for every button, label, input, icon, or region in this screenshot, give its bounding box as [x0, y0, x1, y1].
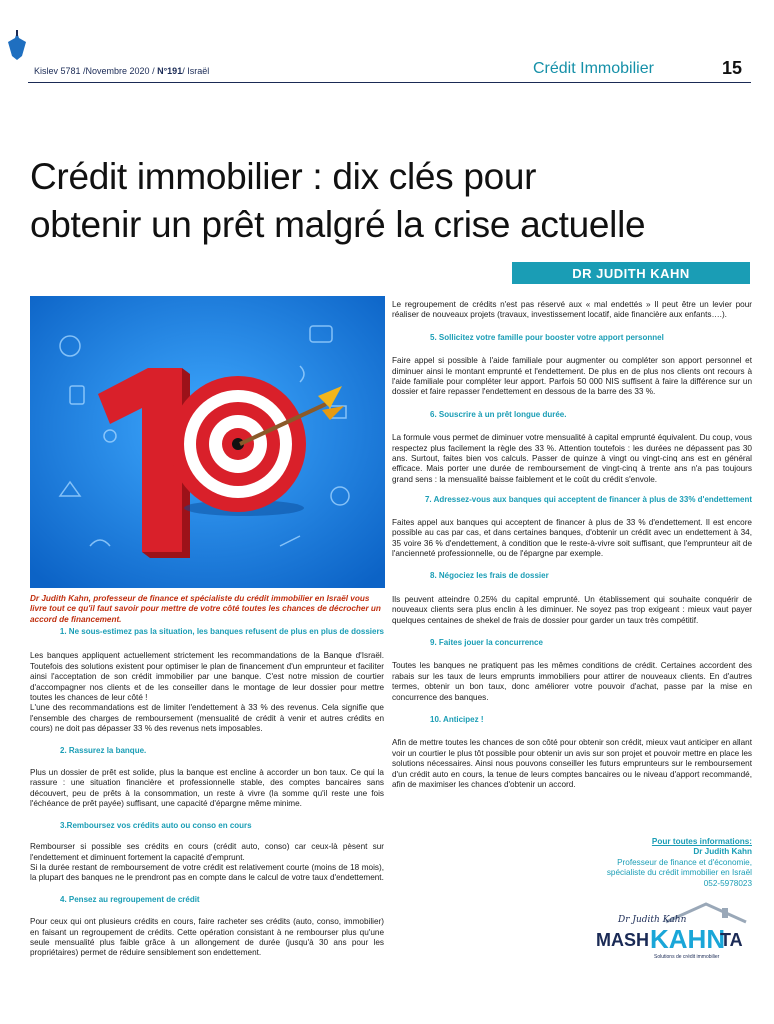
paragraph-1b: L'une des recommandations est de limiter l'endettement à 33 % des revenus. Cela signifie que l'ensemble des charges de remboursement (mensualité de crédit à venir et autres crédits en cours) ne doit pas dépasser 33 % des revenus nets imposables.: [30, 703, 384, 734]
issue-prefix: Kislev 5781 /Novembre 2020 /: [34, 66, 158, 76]
brand-ta: TA: [720, 930, 743, 950]
paragraph-2: Plus un dossier de prêt est solide, plus la banque est encline à accorder un bon taux. Ce qui la rassure : une situation financière et professionnelle stable, des comptes bancaires sans découvert, peu de prêts à la consommation, un reste à vivre (la somme qu'il reste une fois l'échéance de prêt payée) suffisant, une capacité d'épargne même minime.: [30, 768, 384, 809]
paragraph-7: Faites appel aux banques qui acceptent de financer à plus de 33 % d'endettement. Il est encore possible au cas par cas, et dans certaines banques, d'obtenir un crédit avec un endettement à 34, 35 voire 36 % d'endettement, à condition que le reste-à-vivre soit suffisant, que l'emprunteur ait de l'ancienneté professionnelle, ou de l'épargne par exemple.: [392, 517, 752, 558]
issue-number: N°191: [157, 66, 183, 76]
heading-9: 9. Faites jouer la concurrence: [430, 637, 543, 647]
mashkahnta-logo: [596, 902, 756, 964]
section-title: Crédit Immobilier: [533, 60, 654, 77]
heading-7: 7. Adressez-vous aux banques qui acceptent de financer à plus de 33% d'endettement: [424, 495, 752, 505]
heading-5: 5. Sollicitez votre famille pour booster votre apport personnel: [430, 332, 664, 342]
header-rule: [28, 82, 751, 83]
paragraph-1a: Les banques appliquent actuellement strictement les recommandations de la Banque d'Israël. Toutefois des solutions existent pour optimiser le plan de financement d'un emprunteur et faciliter ainsi l'acceptation de son crédit immobilier par une banque. C'est notre mission de courtier d'accompagner nos clients et de les conseiller dans le montage de leur dossier pour mettre toutes les chances de leur côté !: [30, 651, 384, 703]
paragraph-3b: Si la durée restant de remboursement de votre crédit est relativement courte (moins de 18 mois), la plupart des banques ne le prendront pas en compte dans le calcul de votre taux d'endettement.: [30, 862, 384, 883]
paragraph-9: Toutes les banques ne pratiquent pas les mêmes conditions de crédit. Certaines accordent des rabais sur les taux de leurs emprunts immobiliers pour attirer de nouveaux clients. En d'autres termes, obtenir un bon taux, donc améliorer votre pouvoir d'achat, passe par la mise en concurrence des banques.: [392, 661, 752, 702]
heading-10: 10. Anticipez !: [430, 714, 484, 724]
page-number: 15: [722, 58, 743, 78]
dreidel-icon: [4, 30, 30, 64]
heading-4: 4. Pensez au regroupement de crédit: [60, 894, 200, 904]
paragraph-5: Faire appel si possible à l'aide familiale pour augmenter ou compléter son apport personnel et diminuer ainsi le montant emprunté et l'endettement. De plus en de plus nos clients ont recours à l'aide familiale pour compléter leur apport. Parfois 50 000 NIS suffisent à faire la différence sur un dossier et faire repasser l'endettement en dessous de la barre des 33 %.: [392, 356, 752, 397]
hero-illustration: [30, 296, 385, 588]
contact-role-2: spécialiste du crédit immobilier en Israël: [606, 868, 752, 878]
left-column: [30, 627, 384, 959]
title-line-2: obtenir un prêt malgré la crise actuelle: [30, 204, 646, 245]
article-lead: Dr Judith Kahn, professeur de finance et spécialiste du crédit immobilier en Israël vous livre tout ce qu'il faut savoir pour mettre de votre côté toutes les chances de décrocher un accord de financement.: [30, 594, 381, 624]
heading-3: 3.Remboursez vos crédits auto ou conso en cours: [60, 820, 252, 830]
contact-phone: 052-5978023: [703, 878, 752, 888]
author-bar: DR JUDITH KAHN: [512, 262, 750, 284]
contact-name: Dr Judith Kahn: [693, 847, 752, 857]
heading-2: 2. Rassurez la banque.: [60, 745, 147, 755]
issue-line: [34, 66, 209, 76]
paragraph-6: La formule vous permet de diminuer votre mensualité à capital emprunté équivalent. Du coup, vous respectez plus facilement la règle des 33 %. Attention toutefois : les durées ne dépassent pas 30 ans. Surtout, faites bien vos calculs. Passer de quinze à vingt ou vingt-cinq ans est en général efficace. Mais porter une durée de remboursement de vingt-cinq à trente ans n'a pas toujours grand sens : la mensualité baisse faiblement et le coût du crédit s'envole.: [392, 433, 752, 484]
contact-role-1: Professeur de finance et d'économie,: [617, 857, 752, 867]
heading-8: 8. Négociez les frais de dossier: [430, 571, 549, 581]
paragraph-3a: Rembourser si possible ses crédits en cours (crédit auto, conso) car ceux-là pèsent sur l'endettement et diminuent fortement la capacité d'emprunt.: [30, 842, 384, 862]
contact-title: Pour toutes informations:: [651, 837, 752, 846]
brand-mash: MASH: [596, 930, 649, 950]
heading-6: 6. Souscrire à un prêt longue durée.: [430, 409, 567, 419]
title-line-1: Crédit immobilier : dix clés pour: [30, 156, 537, 197]
brand-kahn: KAHN: [650, 924, 726, 954]
brand-tagline: Solutions de crédit immobilier: [654, 954, 720, 960]
issue-suffix: / Israël: [182, 66, 210, 76]
paragraph-4b: Le regroupement de crédits n'est pas réservé aux « mal endettés » Il peut être un levier pour réaliser de nouveaux projets (travaux, investissement locatif, aide financière aux enfants….).: [392, 300, 752, 320]
article-title: [30, 153, 750, 249]
paragraph-4: Pour ceux qui ont plusieurs crédits en cours, faire racheter ses crédits (auto, conso, immobilier) en faisant un regroupement de crédits. Cette opération consistant à ne rembourser plus qu'une seule mensualité plus faible grâce à un allongement de durée (jusqu'à 30 ans pour les propriétaires) permet de réduire sensiblement son endettement.: [30, 917, 384, 958]
right-column: [392, 300, 752, 790]
brand-script: Dr Judith Kahn: [618, 915, 687, 925]
heading-1: 1. Ne sous-estimez pas la situation, les banques refusent de plus en plus de dossiers: [59, 627, 384, 636]
paragraph-10: Afin de mettre toutes les chances de son côté pour obtenir son crédit, mieux vaut anticiper en allant voir un courtier le plus tôt possible pour obtenir un avis sur son projet et pouvoir mettre en place les solutions nécessaires. Ainsi nous pouvons conseiller les futurs emprunteurs sur le remboursement d'un crédit auto en cours, la tenue de leurs comptes bancaires ou le niveau d'apport recommandé, afin de maximiser les chances d'obtenir un accord.: [392, 738, 752, 789]
contact-block: [560, 837, 752, 889]
paragraph-8: Ils peuvent atteindre 0.25% du capital emprunté. Un établissement qui souhaite conquérir de nouveaux clients sera plus enclin à les diminuer. Ne soyez pas trop exigeant : mieux vaut payer quelques centaines de shekel de frais de dossier pour garder un taux très compétitif.: [392, 594, 752, 625]
